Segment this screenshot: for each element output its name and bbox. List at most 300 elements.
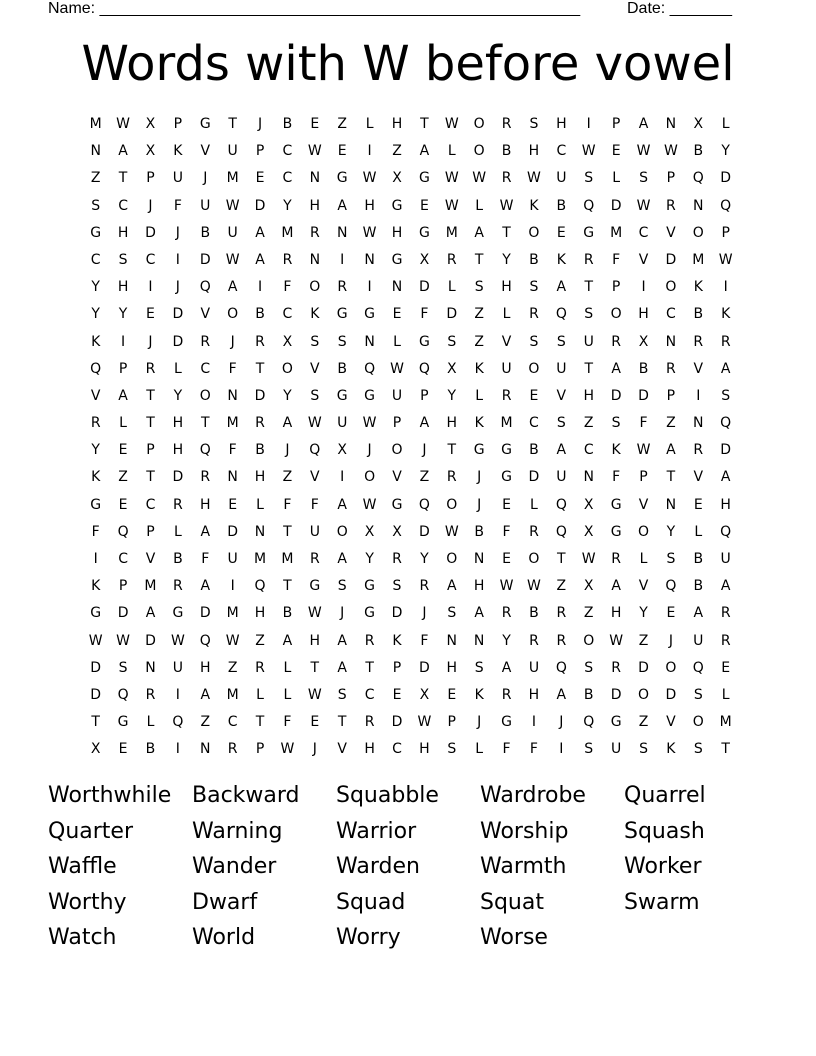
- grid-letter[interactable]: X: [446, 360, 457, 377]
- grid-letter[interactable]: Y: [91, 279, 100, 296]
- grid-letter[interactable]: Q: [720, 523, 732, 540]
- grid-letter[interactable]: O: [309, 279, 321, 296]
- grid-letter[interactable]: J: [340, 605, 345, 622]
- grid-letter[interactable]: Q: [555, 523, 567, 540]
- grid-letter[interactable]: S: [556, 333, 566, 350]
- grid-letter[interactable]: D: [610, 197, 622, 214]
- grid-letter[interactable]: H: [364, 741, 375, 758]
- grid-letter[interactable]: M: [500, 415, 513, 432]
- grid-letter[interactable]: S: [666, 551, 676, 567]
- grid-letter[interactable]: Z: [90, 170, 101, 187]
- grid-letter[interactable]: H: [364, 197, 375, 214]
- grid-letter[interactable]: N: [693, 415, 704, 432]
- grid-letter[interactable]: J: [257, 116, 263, 132]
- grid-letter[interactable]: R: [693, 333, 704, 350]
- grid-letter[interactable]: I: [93, 551, 98, 567]
- grid-letter[interactable]: W: [663, 143, 678, 160]
- grid-letter[interactable]: H: [391, 224, 403, 241]
- grid-letter[interactable]: D: [418, 279, 430, 296]
- grid-letter[interactable]: T: [502, 224, 511, 241]
- grid-letter[interactable]: C: [556, 143, 567, 160]
- grid-letter[interactable]: B: [529, 605, 539, 622]
- grid-letter[interactable]: D: [90, 686, 102, 703]
- grid-letter[interactable]: T: [228, 116, 237, 132]
- grid-letter[interactable]: G: [90, 605, 102, 622]
- grid-letter[interactable]: S: [693, 741, 703, 758]
- grid-letter[interactable]: F: [612, 251, 621, 268]
- grid-letter[interactable]: K: [91, 469, 101, 486]
- grid-letter[interactable]: O: [637, 523, 650, 540]
- grid-letter[interactable]: S: [611, 415, 621, 432]
- grid-letter[interactable]: Z: [666, 415, 676, 432]
- grid-letter[interactable]: P: [420, 387, 429, 404]
- grid-letter[interactable]: C: [282, 170, 293, 187]
- grid-letter[interactable]: D: [638, 659, 649, 676]
- grid-letter[interactable]: S: [118, 659, 128, 676]
- grid-letter[interactable]: Q: [720, 415, 732, 432]
- grid-letter[interactable]: G: [336, 170, 348, 187]
- grid-letter[interactable]: V: [200, 306, 211, 323]
- grid-letter[interactable]: G: [610, 714, 622, 731]
- grid-letter[interactable]: L: [721, 116, 730, 132]
- grid-letter[interactable]: E: [666, 605, 676, 622]
- grid-letter[interactable]: O: [391, 442, 403, 459]
- grid-letter[interactable]: G: [309, 578, 321, 595]
- grid-letter[interactable]: C: [666, 306, 676, 323]
- grid-letter[interactable]: S: [474, 659, 484, 676]
- grid-letter[interactable]: F: [420, 632, 429, 649]
- grid-letter[interactable]: A: [337, 659, 347, 676]
- grid-letter[interactable]: A: [611, 360, 621, 377]
- grid-letter[interactable]: T: [420, 116, 429, 132]
- grid-letter[interactable]: P: [721, 224, 730, 241]
- grid-letter[interactable]: A: [118, 143, 128, 160]
- grid-letter[interactable]: E: [310, 714, 320, 731]
- grid-letter[interactable]: N: [227, 469, 238, 486]
- grid-letter[interactable]: F: [612, 469, 621, 486]
- grid-letter[interactable]: W: [499, 578, 514, 595]
- grid-letter[interactable]: S: [447, 741, 457, 758]
- grid-letter[interactable]: L: [393, 333, 401, 350]
- grid-letter[interactable]: O: [528, 360, 540, 377]
- grid-letter[interactable]: P: [392, 659, 402, 676]
- grid-letter[interactable]: F: [283, 279, 292, 296]
- grid-letter[interactable]: L: [475, 387, 484, 404]
- grid-letter[interactable]: P: [611, 279, 621, 296]
- grid-letter[interactable]: N: [200, 741, 211, 758]
- grid-letter[interactable]: Z: [419, 469, 430, 486]
- grid-letter[interactable]: J: [175, 224, 180, 241]
- grid-letter[interactable]: O: [446, 496, 458, 513]
- grid-letter[interactable]: S: [584, 659, 594, 676]
- grid-letter[interactable]: D: [610, 387, 622, 404]
- grid-letter[interactable]: E: [447, 686, 457, 703]
- grid-letter[interactable]: K: [721, 306, 731, 323]
- grid-letter[interactable]: I: [175, 741, 180, 758]
- grid-letter[interactable]: B: [282, 605, 293, 622]
- grid-letter[interactable]: Y: [173, 387, 183, 404]
- grid-letter[interactable]: O: [583, 632, 595, 649]
- grid-letter[interactable]: O: [528, 224, 540, 241]
- grid-letter[interactable]: J: [422, 442, 427, 459]
- grid-letter[interactable]: U: [501, 360, 512, 377]
- grid-letter[interactable]: A: [419, 415, 430, 432]
- grid-letter[interactable]: D: [446, 306, 458, 323]
- grid-letter[interactable]: U: [309, 523, 320, 540]
- grid-letter[interactable]: S: [556, 415, 566, 432]
- grid-letter[interactable]: B: [282, 116, 293, 132]
- grid-letter[interactable]: C: [227, 714, 238, 731]
- grid-letter[interactable]: R: [529, 306, 539, 323]
- grid-letter[interactable]: M: [610, 224, 623, 241]
- grid-letter[interactable]: H: [309, 632, 321, 649]
- grid-letter[interactable]: X: [392, 523, 402, 540]
- grid-letter[interactable]: P: [118, 578, 128, 595]
- grid-letter[interactable]: J: [477, 714, 482, 731]
- date-field-label[interactable]: Date: _______: [627, 0, 732, 17]
- grid-letter[interactable]: K: [310, 306, 320, 323]
- grid-letter[interactable]: U: [227, 224, 238, 241]
- grid-letter[interactable]: V: [200, 143, 211, 160]
- grid-letter[interactable]: Q: [692, 659, 704, 676]
- grid-letter[interactable]: A: [611, 578, 621, 595]
- grid-letter[interactable]: Y: [447, 387, 457, 404]
- grid-letter[interactable]: Y: [365, 551, 374, 567]
- grid-letter[interactable]: A: [255, 251, 265, 268]
- grid-letter[interactable]: N: [309, 251, 321, 268]
- grid-letter[interactable]: O: [692, 714, 704, 731]
- grid-letter[interactable]: B: [693, 143, 704, 160]
- grid-letter[interactable]: H: [419, 741, 430, 758]
- grid-letter[interactable]: Q: [418, 496, 430, 513]
- grid-letter[interactable]: W: [444, 170, 459, 187]
- grid-letter[interactable]: S: [447, 605, 457, 622]
- grid-letter[interactable]: A: [720, 578, 731, 595]
- grid-letter[interactable]: J: [312, 741, 317, 758]
- grid-letter[interactable]: M: [226, 170, 239, 187]
- grid-letter[interactable]: E: [310, 116, 320, 132]
- grid-letter[interactable]: W: [444, 197, 459, 214]
- grid-letter[interactable]: B: [474, 523, 484, 540]
- grid-letter[interactable]: D: [638, 387, 649, 404]
- grid-letter[interactable]: B: [337, 360, 348, 377]
- grid-letter[interactable]: W: [527, 578, 541, 595]
- grid-letter[interactable]: J: [559, 714, 564, 731]
- grid-letter[interactable]: G: [364, 306, 376, 323]
- grid-letter[interactable]: U: [200, 197, 211, 214]
- grid-letter[interactable]: O: [446, 551, 458, 567]
- grid-letter[interactable]: F: [529, 741, 538, 758]
- grid-letter[interactable]: Z: [200, 714, 211, 731]
- grid-letter[interactable]: Y: [91, 306, 100, 323]
- grid-letter[interactable]: S: [337, 686, 347, 703]
- grid-letter[interactable]: S: [310, 387, 320, 404]
- grid-letter[interactable]: U: [391, 387, 403, 404]
- grid-letter[interactable]: D: [665, 251, 677, 268]
- grid-letter[interactable]: X: [583, 496, 594, 513]
- grid-letter[interactable]: A: [419, 143, 430, 160]
- grid-letter[interactable]: A: [255, 224, 265, 241]
- grid-letter[interactable]: X: [145, 116, 156, 132]
- grid-letter[interactable]: V: [337, 741, 347, 758]
- grid-letter[interactable]: U: [720, 551, 731, 567]
- grid-letter[interactable]: D: [199, 251, 211, 268]
- grid-letter[interactable]: Z: [474, 333, 484, 350]
- grid-letter[interactable]: R: [556, 632, 567, 649]
- grid-letter[interactable]: T: [146, 469, 155, 486]
- grid-letter[interactable]: N: [446, 632, 458, 649]
- grid-letter[interactable]: G: [90, 496, 102, 513]
- grid-letter[interactable]: I: [586, 116, 591, 132]
- grid-letter[interactable]: H: [528, 143, 540, 160]
- grid-letter[interactable]: T: [447, 442, 457, 459]
- grid-letter[interactable]: F: [91, 523, 100, 540]
- grid-letter[interactable]: Q: [692, 170, 704, 187]
- grid-letter[interactable]: B: [693, 306, 704, 323]
- grid-letter[interactable]: C: [364, 686, 375, 703]
- grid-letter[interactable]: B: [255, 442, 265, 459]
- grid-letter[interactable]: Z: [392, 143, 402, 160]
- grid-letter[interactable]: N: [336, 224, 348, 241]
- grid-letter[interactable]: K: [474, 415, 484, 432]
- grid-letter[interactable]: O: [665, 659, 677, 676]
- grid-letter[interactable]: T: [283, 578, 292, 595]
- grid-letter[interactable]: R: [309, 551, 320, 567]
- grid-letter[interactable]: Y: [91, 442, 100, 459]
- grid-letter[interactable]: G: [418, 170, 430, 187]
- grid-letter[interactable]: S: [392, 578, 402, 595]
- grid-letter[interactable]: A: [666, 442, 676, 459]
- grid-letter[interactable]: Z: [583, 605, 594, 622]
- grid-letter[interactable]: T: [146, 415, 155, 432]
- grid-letter[interactable]: E: [419, 197, 429, 214]
- grid-letter[interactable]: C: [282, 143, 293, 160]
- grid-letter[interactable]: H: [501, 279, 512, 296]
- grid-letter[interactable]: R: [255, 659, 265, 676]
- grid-letter[interactable]: Z: [638, 632, 649, 649]
- grid-letter[interactable]: C: [583, 442, 594, 459]
- grid-letter[interactable]: X: [337, 442, 347, 459]
- grid-letter[interactable]: I: [559, 741, 564, 758]
- grid-letter[interactable]: N: [665, 116, 677, 132]
- grid-letter[interactable]: J: [477, 496, 482, 513]
- grid-letter[interactable]: W: [362, 415, 377, 432]
- grid-letter[interactable]: B: [693, 578, 704, 595]
- grid-letter[interactable]: L: [612, 170, 621, 187]
- grid-letter[interactable]: O: [199, 387, 211, 404]
- grid-letter[interactable]: L: [721, 686, 730, 703]
- grid-letter[interactable]: A: [200, 578, 211, 595]
- grid-letter[interactable]: W: [362, 170, 377, 187]
- grid-letter[interactable]: M: [144, 578, 157, 595]
- grid-letter[interactable]: G: [336, 387, 348, 404]
- grid-letter[interactable]: V: [310, 360, 320, 377]
- grid-letter[interactable]: H: [473, 578, 485, 595]
- grid-letter[interactable]: O: [473, 143, 485, 160]
- grid-letter[interactable]: T: [118, 170, 128, 187]
- grid-letter[interactable]: J: [367, 442, 372, 459]
- grid-letter[interactable]: F: [283, 496, 292, 513]
- grid-letter[interactable]: R: [255, 333, 265, 350]
- grid-letter[interactable]: X: [638, 333, 649, 350]
- grid-letter[interactable]: D: [720, 442, 732, 459]
- grid-letter[interactable]: L: [475, 197, 484, 214]
- grid-letter[interactable]: A: [200, 523, 211, 540]
- grid-letter[interactable]: J: [148, 197, 153, 214]
- grid-letter[interactable]: G: [418, 333, 430, 350]
- grid-letter[interactable]: C: [200, 360, 211, 377]
- grid-letter[interactable]: C: [145, 496, 156, 513]
- grid-letter[interactable]: U: [528, 659, 540, 676]
- grid-letter[interactable]: G: [610, 496, 622, 513]
- grid-letter[interactable]: S: [584, 170, 594, 187]
- grid-letter[interactable]: H: [638, 306, 649, 323]
- grid-letter[interactable]: Q: [583, 714, 595, 731]
- grid-letter[interactable]: U: [693, 632, 704, 649]
- grid-letter[interactable]: I: [367, 279, 372, 296]
- grid-letter[interactable]: M: [253, 551, 267, 567]
- grid-letter[interactable]: Y: [721, 143, 730, 160]
- grid-letter[interactable]: N: [665, 496, 677, 513]
- grid-letter[interactable]: A: [118, 387, 128, 404]
- grid-letter[interactable]: Y: [502, 632, 511, 649]
- grid-letter[interactable]: A: [145, 605, 156, 622]
- grid-letter[interactable]: K: [556, 251, 566, 268]
- grid-letter[interactable]: R: [90, 415, 101, 432]
- grid-letter[interactable]: R: [529, 523, 539, 540]
- grid-letter[interactable]: K: [693, 279, 703, 296]
- name-field-label[interactable]: Name: ______________________________________________________: [48, 0, 581, 17]
- grid-letter[interactable]: P: [392, 415, 402, 432]
- grid-letter[interactable]: Y: [118, 306, 128, 323]
- grid-letter[interactable]: D: [227, 523, 239, 540]
- grid-letter[interactable]: L: [256, 496, 264, 513]
- grid-letter[interactable]: T: [283, 523, 292, 540]
- grid-letter[interactable]: I: [121, 333, 126, 350]
- grid-letter[interactable]: G: [473, 442, 485, 459]
- grid-letter[interactable]: E: [392, 686, 402, 703]
- grid-letter[interactable]: Z: [583, 415, 594, 432]
- grid-letter[interactable]: R: [145, 360, 156, 377]
- grid-letter[interactable]: D: [254, 197, 266, 214]
- grid-letter[interactable]: O: [364, 469, 376, 486]
- grid-letter[interactable]: G: [583, 224, 595, 241]
- grid-letter[interactable]: N: [473, 551, 485, 567]
- grid-letter[interactable]: O: [336, 523, 348, 540]
- grid-letter[interactable]: U: [172, 170, 183, 187]
- grid-letter[interactable]: E: [556, 224, 566, 241]
- grid-letter[interactable]: S: [529, 333, 539, 350]
- grid-letter[interactable]: X: [282, 333, 293, 350]
- grid-letter[interactable]: T: [310, 659, 320, 676]
- grid-letter[interactable]: U: [227, 551, 238, 567]
- grid-letter[interactable]: R: [200, 469, 211, 486]
- grid-letter[interactable]: H: [556, 116, 567, 132]
- grid-letter[interactable]: R: [255, 415, 265, 432]
- grid-letter[interactable]: X: [392, 170, 402, 187]
- grid-letter[interactable]: A: [337, 632, 347, 649]
- grid-letter[interactable]: V: [556, 387, 567, 404]
- grid-letter[interactable]: Q: [418, 360, 430, 377]
- grid-letter[interactable]: M: [692, 251, 705, 268]
- grid-letter[interactable]: G: [501, 714, 512, 731]
- grid-letter[interactable]: N: [473, 632, 485, 649]
- grid-letter[interactable]: V: [638, 578, 649, 595]
- grid-letter[interactable]: N: [309, 170, 321, 187]
- grid-letter[interactable]: D: [528, 469, 540, 486]
- grid-letter[interactable]: L: [256, 686, 264, 703]
- grid-letter[interactable]: U: [610, 741, 622, 758]
- grid-letter[interactable]: S: [693, 686, 703, 703]
- grid-letter[interactable]: D: [172, 306, 184, 323]
- grid-letter[interactable]: Q: [117, 523, 129, 540]
- grid-letter[interactable]: E: [529, 387, 539, 404]
- grid-letter[interactable]: M: [226, 686, 239, 703]
- grid-letter[interactable]: N: [90, 143, 101, 160]
- grid-letter[interactable]: V: [638, 496, 649, 513]
- grid-letter[interactable]: D: [720, 170, 732, 187]
- grid-letter[interactable]: C: [392, 741, 402, 758]
- grid-letter[interactable]: I: [340, 251, 345, 268]
- grid-letter[interactable]: R: [282, 251, 293, 268]
- grid-letter[interactable]: N: [254, 523, 266, 540]
- grid-letter[interactable]: A: [446, 578, 457, 595]
- grid-letter[interactable]: J: [230, 333, 235, 350]
- grid-letter[interactable]: R: [446, 469, 457, 486]
- grid-letter[interactable]: I: [641, 279, 646, 296]
- grid-letter[interactable]: E: [392, 306, 402, 323]
- grid-letter[interactable]: W: [225, 632, 240, 649]
- grid-letter[interactable]: Y: [639, 605, 648, 622]
- grid-letter[interactable]: P: [146, 170, 155, 187]
- grid-letter[interactable]: E: [118, 496, 128, 513]
- grid-letter[interactable]: Q: [199, 442, 211, 459]
- grid-letter[interactable]: R: [501, 116, 512, 132]
- grid-letter[interactable]: T: [584, 360, 593, 377]
- grid-letter[interactable]: H: [309, 197, 321, 214]
- grid-letter[interactable]: Z: [474, 306, 484, 323]
- grid-letter[interactable]: U: [583, 333, 594, 350]
- grid-letter[interactable]: S: [474, 279, 484, 296]
- grid-letter[interactable]: F: [310, 496, 319, 513]
- grid-letter[interactable]: M: [281, 224, 294, 241]
- grid-letter[interactable]: G: [364, 578, 376, 595]
- grid-letter[interactable]: A: [282, 415, 293, 432]
- grid-letter[interactable]: U: [556, 170, 567, 187]
- grid-letter[interactable]: E: [118, 442, 128, 459]
- grid-letter[interactable]: N: [145, 659, 156, 676]
- grid-letter[interactable]: Q: [364, 360, 376, 377]
- grid-letter[interactable]: J: [285, 442, 290, 459]
- grid-letter[interactable]: V: [310, 469, 320, 486]
- grid-letter[interactable]: W: [362, 224, 377, 241]
- grid-letter[interactable]: S: [639, 170, 648, 187]
- grid-letter[interactable]: D: [145, 632, 156, 649]
- grid-letter[interactable]: J: [668, 632, 673, 649]
- grid-letter[interactable]: K: [474, 686, 484, 703]
- grid-letter[interactable]: G: [364, 605, 376, 622]
- grid-letter[interactable]: P: [118, 360, 128, 377]
- grid-letter[interactable]: B: [173, 551, 183, 567]
- grid-letter[interactable]: Q: [555, 496, 567, 513]
- grid-letter[interactable]: I: [531, 714, 537, 731]
- grid-letter[interactable]: K: [529, 197, 539, 214]
- grid-letter[interactable]: G: [418, 224, 430, 241]
- grid-letter[interactable]: U: [556, 360, 567, 377]
- grid-letter[interactable]: S: [529, 116, 539, 132]
- grid-letter[interactable]: W: [307, 605, 322, 622]
- grid-letter[interactable]: D: [172, 333, 184, 350]
